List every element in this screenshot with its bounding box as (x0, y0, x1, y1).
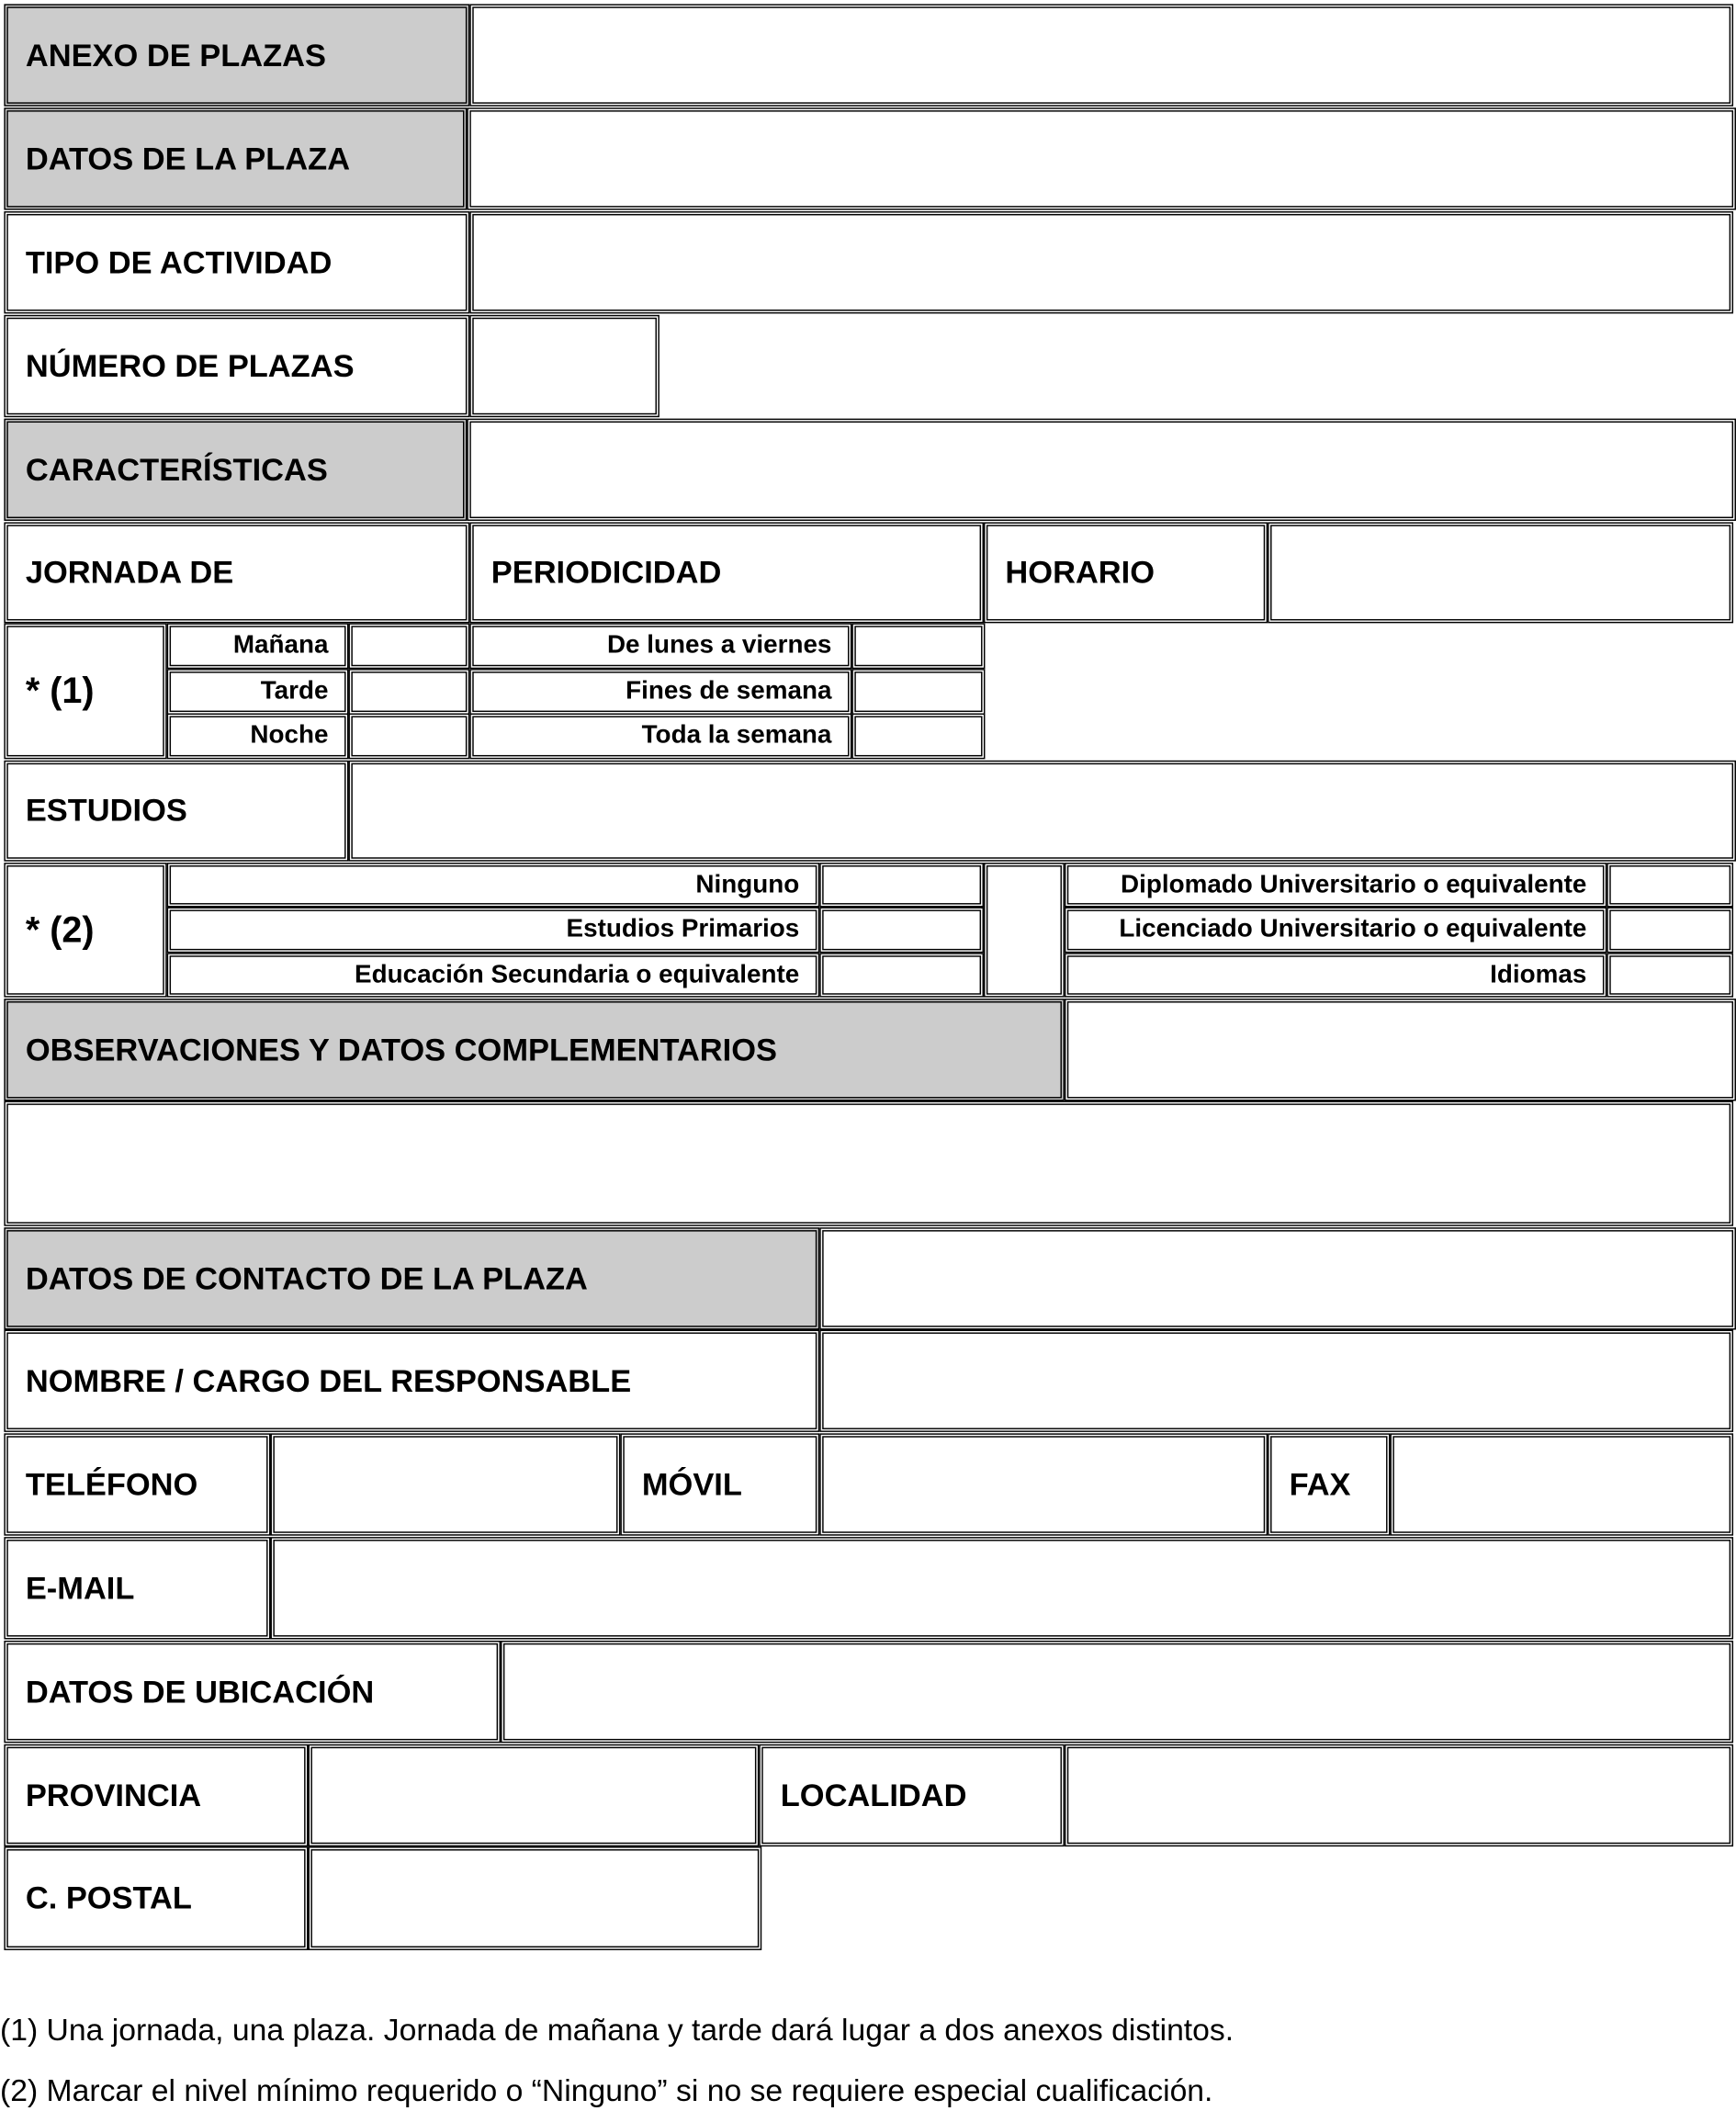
field-anexo[interactable] (469, 4, 1733, 106)
option-toda-semana: Toda la semana (469, 714, 851, 760)
label-datos-plaza: DATOS DE LA PLAZA (4, 107, 467, 209)
footnote-2: (2) Marcar el nivel mínimo requerido o “Ninguno” si no se requiere especial cualificación. (0, 2072, 1213, 2108)
field-ubicacion[interactable] (501, 1641, 1733, 1743)
field-email[interactable] (270, 1537, 1733, 1639)
label-responsable: NOMBRE / CARGO DEL RESPONSABLE (4, 1330, 819, 1432)
label-localidad: LOCALIDAD (759, 1744, 1065, 1846)
label-horario: HORARIO (984, 522, 1268, 623)
label-provincia: PROVINCIA (4, 1744, 308, 1846)
option-primarios: Estudios Primarios (167, 907, 820, 953)
checkbox-manana[interactable] (348, 623, 469, 669)
label-ubicacion: DATOS DE UBICACIÓN (4, 1641, 501, 1743)
option-noche: Noche (167, 714, 349, 760)
field-estudios[interactable] (348, 761, 1736, 862)
label-jornada: JORNADA DE (4, 522, 469, 623)
label-movil: MÓVIL (620, 1433, 819, 1535)
note1-marker: * (1) (4, 623, 166, 759)
label-estudios: ESTUDIOS (4, 761, 348, 862)
label-cpostal: C. POSTAL (4, 1846, 308, 1950)
label-anexo: ANEXO DE PLAZAS (4, 4, 469, 106)
option-secundaria: Educación Secundaria o equivalente (167, 953, 820, 997)
checkbox-fines-semana[interactable] (851, 669, 985, 715)
checkbox-primarios[interactable] (819, 907, 984, 953)
option-manana: Mañana (167, 623, 349, 669)
field-caracteristicas[interactable] (467, 419, 1736, 521)
label-fax: FAX (1268, 1433, 1390, 1535)
checkbox-lunes-viernes[interactable] (851, 623, 985, 669)
field-cpostal[interactable] (309, 1846, 762, 1950)
checkbox-secundaria[interactable] (819, 953, 984, 997)
label-periodicidad: PERIODICIDAD (469, 522, 984, 623)
field-movil[interactable] (819, 1433, 1268, 1535)
field-datos-plaza[interactable] (467, 107, 1736, 209)
field-fax[interactable] (1390, 1433, 1733, 1535)
option-tarde: Tarde (167, 669, 349, 715)
label-email: E-MAIL (4, 1537, 270, 1639)
field-numero-plazas[interactable] (469, 315, 659, 417)
label-tipo-actividad: TIPO DE ACTIVIDAD (4, 211, 469, 313)
field-observaciones[interactable] (4, 1101, 1733, 1225)
option-diplomado: Diplomado Universitario o equivalente (1065, 863, 1606, 907)
checkbox-tarde[interactable] (348, 669, 469, 715)
field-telefono[interactable] (270, 1433, 620, 1535)
spacer-cell (984, 863, 1065, 998)
field-localidad[interactable] (1065, 1744, 1733, 1846)
footnote-1: (1) Una jornada, una plaza. Jornada de mañana y tarde dará lugar a dos anexos distintos. (0, 2012, 1234, 2048)
field-provincia[interactable] (309, 1744, 760, 1846)
option-licenciado: Licenciado Universitario o equivalente (1065, 907, 1606, 953)
label-contacto: DATOS DE CONTACTO DE LA PLAZA (4, 1227, 819, 1329)
note2-marker: * (2) (4, 863, 166, 998)
field-observaciones-header (1065, 999, 1736, 1101)
option-idiomas: Idiomas (1065, 953, 1606, 997)
field-responsable[interactable] (819, 1330, 1733, 1432)
field-tipo-actividad[interactable] (469, 211, 1733, 313)
option-fines-semana: Fines de semana (469, 669, 851, 715)
label-caracteristicas: CARACTERÍSTICAS (4, 419, 467, 521)
option-ninguno: Ninguno (167, 863, 820, 907)
checkbox-licenciado[interactable] (1606, 907, 1733, 953)
label-numero-plazas: NÚMERO DE PLAZAS (4, 315, 469, 417)
field-contacto (819, 1227, 1736, 1329)
checkbox-toda-semana[interactable] (851, 714, 985, 760)
checkbox-idiomas[interactable] (1606, 953, 1733, 997)
checkbox-ninguno[interactable] (819, 863, 984, 907)
label-observaciones: OBSERVACIONES Y DATOS COMPLEMENTARIOS (4, 999, 1064, 1101)
label-telefono: TELÉFONO (4, 1433, 270, 1535)
checkbox-diplomado[interactable] (1606, 863, 1733, 907)
field-horario[interactable] (1268, 522, 1733, 623)
option-lunes-viernes: De lunes a viernes (469, 623, 851, 669)
checkbox-noche[interactable] (348, 714, 469, 760)
